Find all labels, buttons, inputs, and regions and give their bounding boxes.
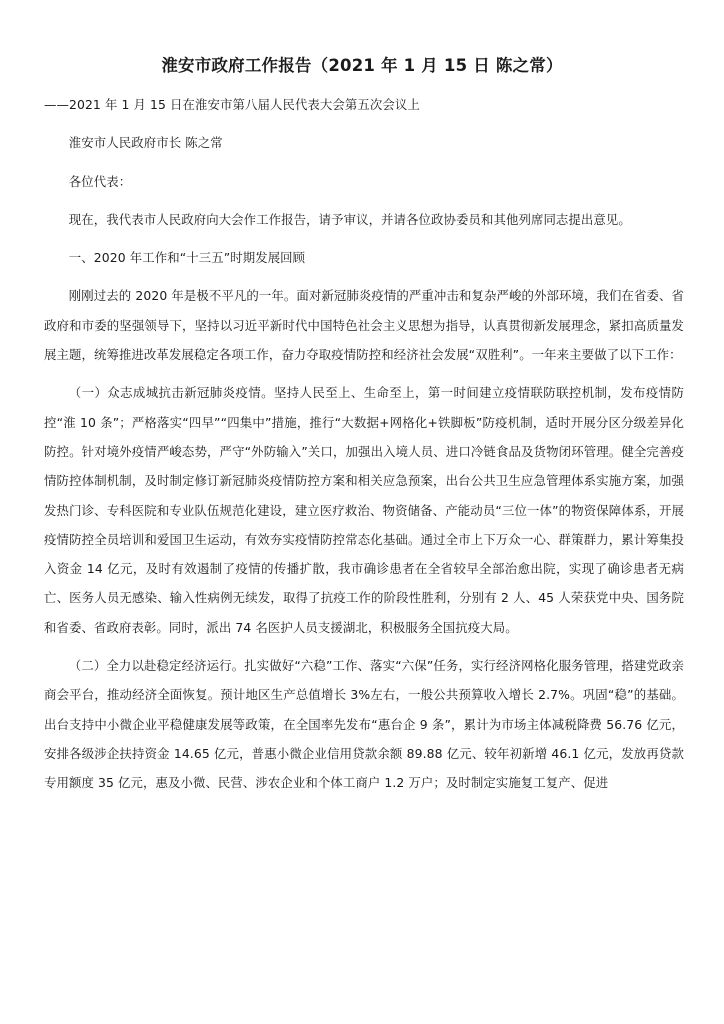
salutation: 各位代表： (68, 173, 132, 189)
document-body (44, 90, 684, 798)
body-paragraph: （二）全力以赴稳定经济运行。扎实做好“六稳”工作、落实“六保”任务，实行经济网格化服务管理，搭建党政亲商会平台，推动经济全面恢复。预计地区生产总值增长 3%左右，一般公共预算收入增长 2.7%。巩固“稳”的基础。出台支持中小微企业平稳健康发展等政策，在全国率先发布“惠台企 9 条”，累计为市场主体减税降费 56.76 亿元，安排各级涉企扶持资金 14.65 亿元，普惠小微企业信用贷款余额 89.88 亿元、较年初新增 46.1 亿元，发放再贷款专用额度 35 亿元，惠及小微、民营、涉农企业和个体工商户 1.2 万户；及时制定实施复工复产、促进 (44, 658, 684, 791)
body-paragraph: （一）众志成城抗击新冠肺炎疫情。坚持人民至上、生命至上，第一时间建立疫情联防联控机制，发布疫情防控“淮 10 条”；严格落实“四早”“四集中”措施，推行“大数据+网格化+铁脚板”防疫机制，适时开展分区分级差异化防控。针对境外疫情严峻态势，严守“外防输入”关口，加强出入境人员、进口冷链食品及货物闭环管理。健全完善疫情防控体制机制，及时制定修订新冠肺炎疫情防控方案和相关应急预案，出台公共卫生应急管理体系实施方案，加强发热门诊、专科医院和专业队伍规范化建设，建立医疗救治、物资储备、产能动员“三位一体”的物资保障体系，开展疫情防控全员培训和爱国卫生运动，有效夯实疫情防控常态化基础。通过全市上下万众一心、群策群力，累计筹集投入资金 14 亿元，及时有效遏制了疫情的传播扩散，我市确诊患者在全省较早全部治愈出院，实现了确诊患者无病亡、医务人员无感染、输入性病例无续发，取得了抗疫工作的阶段性胜利，分别有 2 人、45 人荣获党中央、国务院和省委、省政府表彰。同时，派出 74 名医护人员支援湖北，积极服务全国抗疫大局。 (44, 385, 684, 635)
document-subtitle: ——2021 年 1 月 15 日在淮安市第八届人民代表大会第五次会议上 (44, 97, 420, 112)
author-line: 淮安市人民政府市长 陈之常 (68, 135, 223, 151)
document-title: 淮安市政府工作报告（2021 年 1 月 15 日 陈之常） (161, 56, 563, 75)
body-paragraph: 刚刚过去的 2020 年是极不平凡的一年。面对新冠肺炎疫情的严重冲击和复杂严峻的外部环境，我们在省委、省政府和市委的坚强领导下，坚持以习近平新时代中国特色社会主义思想为指导，认真贯彻新发展理念，紧扣高质量发展主题，统筹推进改革发展稳定各项工作，奋力夺取疫情防控和经济社会发展“双胜利”。一年来主要做了以下工作： (44, 288, 684, 363)
intro-paragraph: 现在，我代表市人民政府向大会作工作报告，请予审议，并请各位政协委员和其他列席同志提出意见。 (68, 211, 631, 227)
section-heading: 一、2020 年工作和“十三五”时期发展回顾 (68, 250, 306, 266)
